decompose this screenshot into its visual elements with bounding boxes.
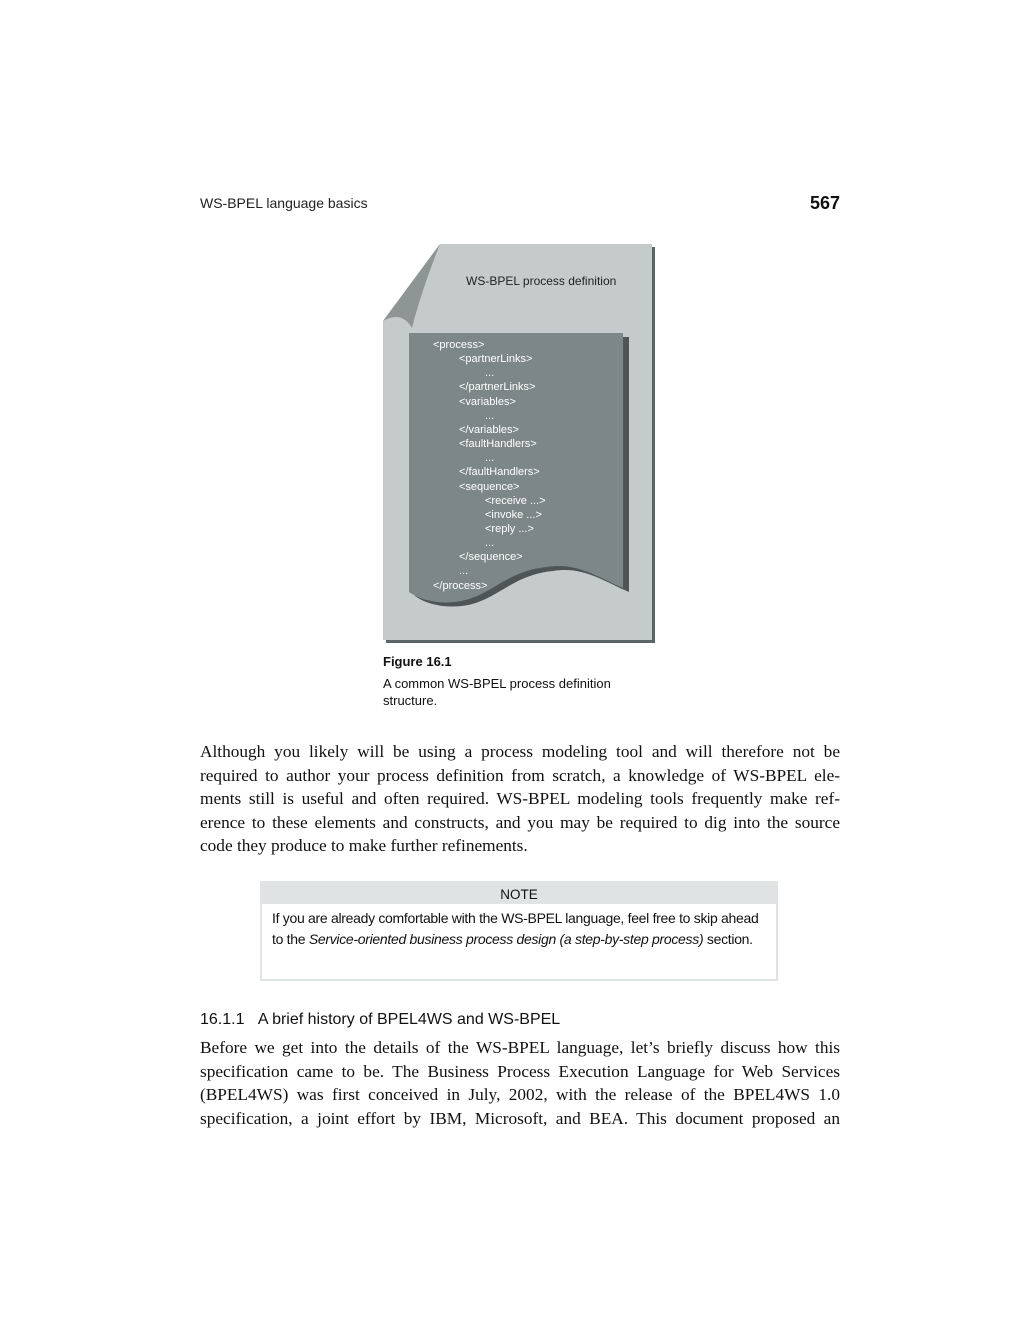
note-text-end: section. <box>703 930 753 947</box>
note-text <box>262 904 776 953</box>
note-text-plain: If you are already comfortable with the WS-BPEL language, feel free to skip ahead to the <box>272 910 759 947</box>
code-line: ... <box>485 452 495 465</box>
code-line: </process> <box>433 579 488 592</box>
code-line: <invoke ...> <box>485 508 542 521</box>
text-line: code they produce to make further refinements. <box>200 836 528 855</box>
running-header: WS-BPEL language basics <box>200 195 368 211</box>
code-line: ... <box>485 367 495 380</box>
text-line: Before we get into the details of the WS-BPEL language, let’s briefly discuss how this <box>200 1038 840 1057</box>
code-line: ... <box>459 565 469 578</box>
code-line: </sequence> <box>459 551 523 564</box>
body-paragraph-2 <box>200 1036 840 1130</box>
code-line: <receive ...> <box>485 494 546 507</box>
body-paragraph-1 <box>200 740 840 858</box>
section-number: 16.1.1 <box>200 1011 245 1028</box>
page-number: 567 <box>809 193 840 213</box>
code-line: </variables> <box>459 423 519 436</box>
figure-caption-label: Figure 16.1 <box>383 654 452 669</box>
text-line: specification, a joint effort by IBM, Microsoft, and BEA. This document proposed an <box>200 1108 840 1128</box>
code-line: ... <box>485 537 495 550</box>
text-line: required to author your process definition from scratch, a knowledge of WS-BPEL ele- <box>200 765 840 785</box>
code-line: <partnerLinks> <box>459 353 533 366</box>
section-heading <box>200 1011 560 1029</box>
code-line: </partnerLinks> <box>459 381 536 394</box>
code-line: <sequence> <box>459 480 520 493</box>
code-line: </faultHandlers> <box>459 466 540 479</box>
note-heading: NOTE <box>262 883 776 904</box>
code-line: <variables> <box>459 395 516 408</box>
code-line: <reply ...> <box>485 522 534 535</box>
section-title: A brief history of BPEL4WS and WS-BPEL <box>257 1011 561 1028</box>
code-line: ... <box>485 409 495 422</box>
text-line: erence to these elements and constructs, and you may be required to dig into the source <box>200 812 840 832</box>
note-text-italic-link: Service-oriented business process design (a step-by-step process) <box>308 930 704 947</box>
code-line: <process> <box>433 339 485 351</box>
text-line: (BPEL4WS) was first conceived in July, 2002, with the release of the BPEL4WS 1.0 <box>200 1085 840 1104</box>
note-box <box>260 881 778 981</box>
text-line: ments still is useful and often required. WS-BPEL modeling tools frequently make ref- <box>200 789 840 808</box>
figure-title: WS-BPEL process definition <box>466 274 617 288</box>
code-line: <faultHandlers> <box>459 438 537 451</box>
text-line: specification came to be. The Business Process Execution Language for Web Services <box>200 1061 840 1081</box>
text-line: Although you likely will be using a process modeling tool and will therefore not be <box>200 742 840 761</box>
figure-caption-text: A common WS-BPEL process definition structure. <box>383 676 611 708</box>
